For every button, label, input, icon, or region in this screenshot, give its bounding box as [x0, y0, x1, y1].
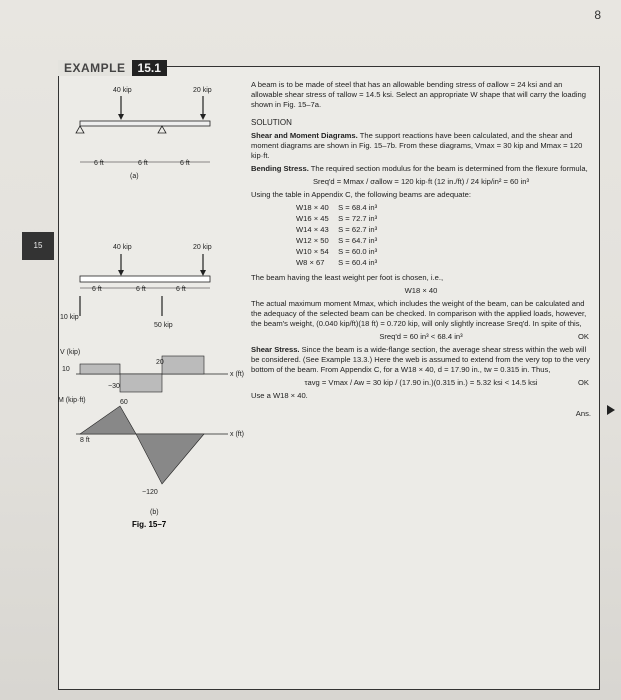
beam-row [296, 258, 591, 269]
reaction-left-label: 10 kip [60, 314, 79, 321]
beam-modulus: S = 60.4 in³ [338, 258, 378, 267]
load-left-label: 40 kip [113, 87, 132, 94]
equation-shear [251, 378, 591, 388]
beam-shape: W12 × 50 [296, 236, 329, 245]
beam-shape: W10 × 54 [296, 247, 329, 256]
load-arrowhead-right-b [200, 270, 206, 276]
load-arrowhead-left [118, 114, 124, 120]
load-arrowhead-left-b [118, 270, 124, 276]
page-number: 8 [594, 8, 601, 22]
shear-stress-paragraph [251, 345, 591, 375]
shear-segment-3 [162, 356, 204, 374]
figure-caption: Fig. 15–7 [132, 520, 167, 529]
shear-axis-label: V (kip) [60, 349, 81, 356]
moment-positive-region [80, 406, 136, 434]
chapter-tab: 15 [22, 232, 54, 260]
support-pin [76, 126, 84, 133]
beam-modulus: S = 72.7 in³ [338, 214, 378, 223]
beam-row [296, 203, 591, 214]
beam-modulus: S = 64.7 in³ [338, 236, 378, 245]
example-label: EXAMPLE [58, 60, 132, 76]
equation-check [251, 332, 591, 342]
beam-modulus: S = 60.0 in³ [338, 247, 378, 256]
beam-shape: W8 × 67 [296, 258, 325, 267]
bending-body: The required section modulus for the beam is determined from the flexure formula, [310, 164, 588, 173]
use-statement: Use a W18 × 40. [251, 391, 308, 400]
beam-list [296, 203, 591, 269]
shear-moment-heading: Shear and Moment Diagrams. [251, 131, 358, 140]
part-b-label: (b) [150, 509, 159, 516]
span-label-1: 6 ft [94, 160, 104, 167]
equation-section-modulus: Sreq'd = Mmax / σallow = 120 kip·ft (12 in./ft) / 24 kip/in² = 60 in³ [312, 177, 530, 186]
shear-moment-paragraph [251, 131, 591, 161]
shear-value-10: 10 [62, 366, 70, 373]
beam-row [296, 247, 591, 258]
load-left-label-b: 40 kip [113, 244, 132, 251]
beam-figure [58, 66, 253, 536]
beam-modulus: S = 62.7 in³ [338, 225, 378, 234]
equation-check-text: Sreq'd = 60 in³ < 68.4 in³ [379, 332, 463, 341]
chosen-shape: W18 × 40 [404, 286, 438, 295]
equation-shear-text: τavg = Vmax / Aw = 30 kip / (17.90 in.)(0.315 in.) = 5.32 ksi < 14.5 ksi [304, 378, 538, 387]
load-right-label: 20 kip [193, 87, 212, 94]
beam-shape: W18 × 40 [296, 203, 329, 212]
example-number: 15.1 [132, 60, 167, 76]
moment-value-neg120: −120 [142, 489, 158, 496]
support-roller [158, 126, 166, 133]
shear-stress-body: Since the beam is a wide-flange section, the average shear stress within the web will be considered. (See Example 13.3.) Here the web is assumed to extend from the very top to the very bottom of the beam. From Appendix C, for a W18 × 40, d = 17.90 in., tw = 0.315 in. Thus, [251, 345, 590, 374]
moment-axis-label: M (kip·ft) [58, 397, 86, 404]
table-intro: Using the table in Appendix C, the following beams are adequate: [251, 190, 471, 199]
bending-heading: Bending Stress. [251, 164, 309, 173]
beam-bottom [80, 276, 210, 282]
shear-moment-body: The support reactions have been calculated, and the shear and moment diagrams are shown in Fig. 15–7b. From these diagrams, Vmax = 30 kip and Mmax = 120 kip·ft. [251, 131, 583, 160]
shear-x-axis-label: x (ft) [230, 371, 244, 378]
shear-segment-1 [80, 364, 120, 374]
shear-value-neg30: −30 [108, 383, 120, 390]
shear-stress-heading: Shear Stress. [251, 345, 300, 354]
span-label-b2: 6 ft [136, 286, 146, 293]
solution-heading: SOLUTION [251, 118, 292, 127]
shear-segment-2 [120, 374, 162, 392]
moment-value-60: 60 [120, 399, 128, 406]
span-label-b1: 6 ft [92, 286, 102, 293]
beam-shape: W16 × 45 [296, 214, 329, 223]
span-label-b3: 6 ft [176, 286, 186, 293]
ok-label: OK [578, 332, 589, 341]
moment-negative-region [136, 434, 204, 484]
part-a-label: (a) [130, 173, 139, 180]
actual-paragraph: The actual maximum moment Mmax, which includes the weight of the beam, can be calculated and the adequacy of the selected beam can be checked. In comparison with the applied loads, however, the beam's weight, (0.040 kip/ft)(18 ft) = 0.720 kip, will only slightly increase Sreq'd. In spite of this, [251, 299, 587, 328]
text-column [251, 80, 591, 422]
shear-value-20: 20 [156, 359, 164, 366]
bending-paragraph [251, 164, 591, 174]
answer-label: Ans. [575, 409, 591, 418]
beam-row [296, 214, 591, 225]
span-label-2: 6 ft [138, 160, 148, 167]
beam-shape: W14 × 43 [296, 225, 329, 234]
reaction-right-label: 50 kip [154, 322, 173, 329]
beam-top [80, 121, 210, 126]
load-arrowhead-right [200, 114, 206, 120]
moment-x-axis-label: x (ft) [230, 431, 244, 438]
ok-label-2: OK [578, 378, 589, 387]
chosen-paragraph: The beam having the least weight per foot is chosen, i.e., [251, 273, 444, 282]
mouse-cursor-icon [607, 405, 615, 415]
beam-modulus: S = 68.4 in³ [338, 203, 378, 212]
distance-label: 8 ft [80, 437, 90, 444]
intro-paragraph: A beam is to be made of steel that has an allowable bending stress of σallow = 24 ksi and an allowable shear stress of τallow = 14.5 ksi. Select an appropriate W shape that will carry the loading shown in Fig. 15–7a. [251, 80, 586, 109]
load-right-label-b: 20 kip [193, 244, 212, 251]
beam-row [296, 236, 591, 247]
beam-row [296, 225, 591, 236]
span-label-3: 6 ft [180, 160, 190, 167]
